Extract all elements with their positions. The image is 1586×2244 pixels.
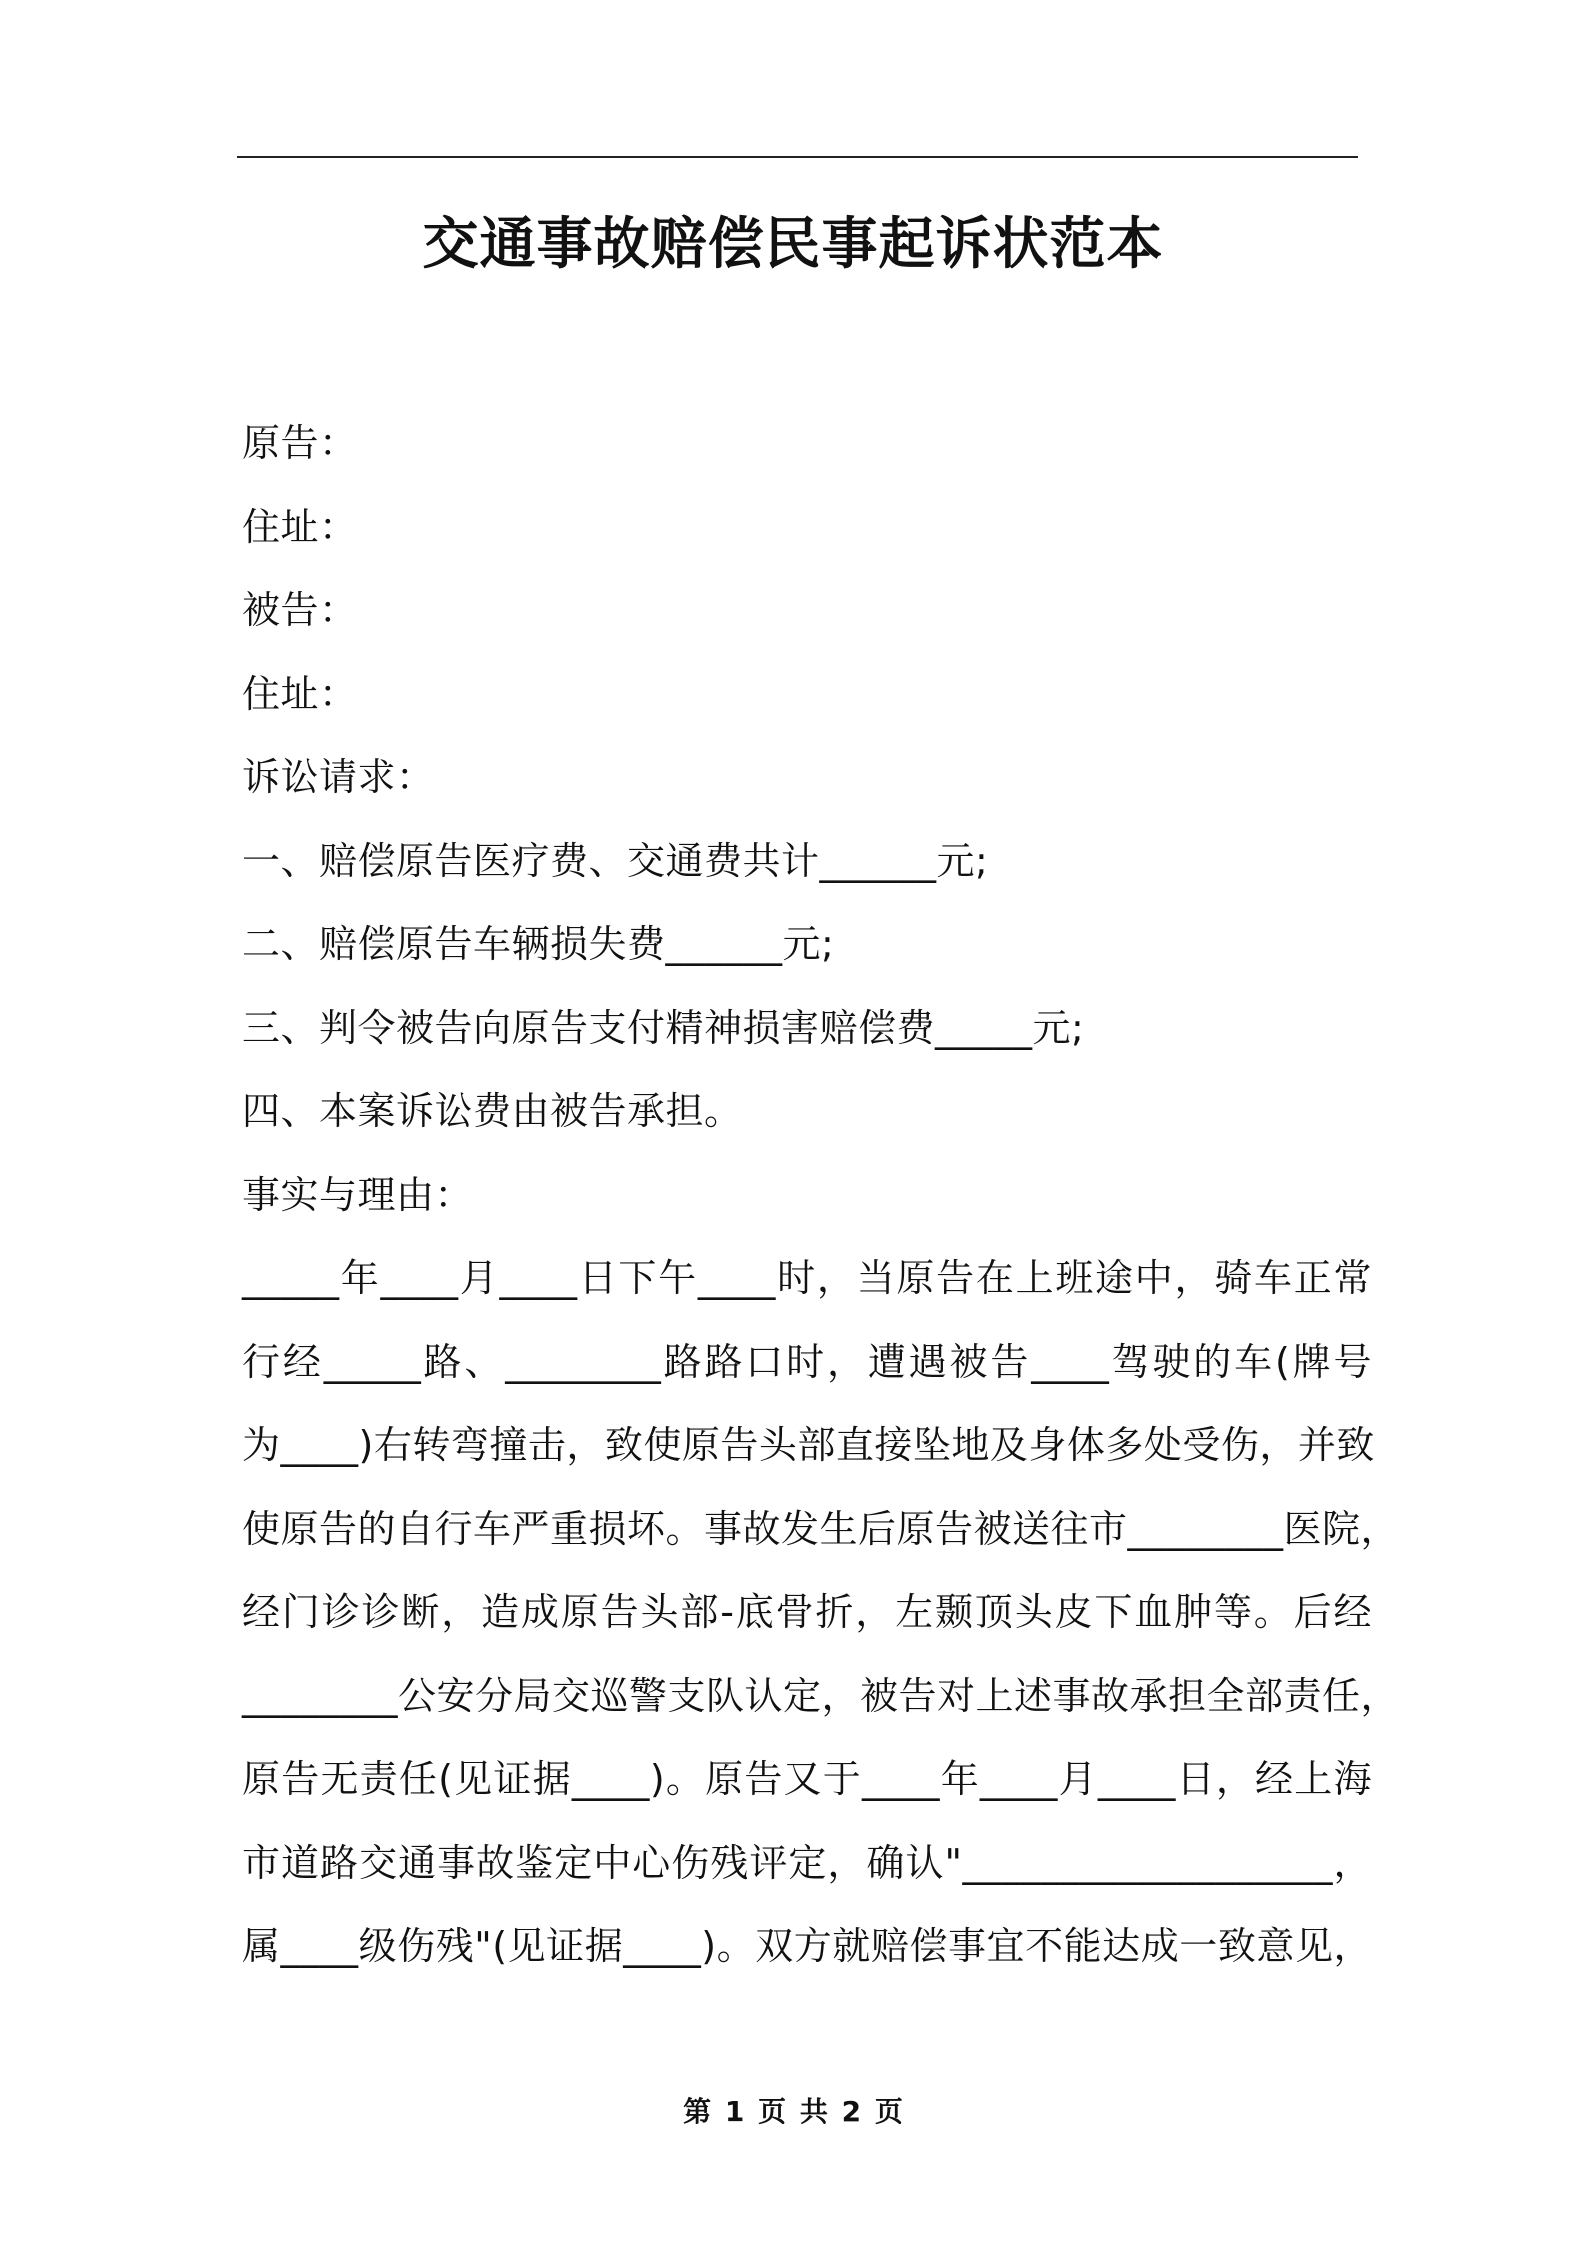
claims-heading: 诉讼请求： [242, 755, 435, 799]
claim-item-4: 四、本案诉讼费由被告承担。 [242, 1089, 743, 1133]
facts-paragraph-line: 行经_____路、________路路口时，遭遇被告____驾驶的车(牌号 [242, 1339, 1372, 1384]
claim-item-2: 二、赔偿原告车辆损失费______元; [242, 922, 835, 966]
defendant-line: 被告： [242, 588, 358, 632]
page-footer: 第 1 页 共 2 页 [683, 2095, 903, 2128]
plaintiff-address-line: 住址： [242, 504, 358, 549]
defendant-address-line: 住址： [242, 671, 358, 716]
facts-paragraph-line: ________公安分局交巡警支队认定，被告对上述事故承担全部责任， [242, 1673, 1400, 1718]
facts-paragraph-line: _____年____月____日下午____时，当原告在上班途中，骑车正常 [242, 1256, 1372, 1300]
document-body [242, 402, 1400, 1989]
facts-paragraph-line: 属____级伤残"(见证据____)。双方就赔偿事宜不能达成一致意见， [242, 1924, 1372, 1968]
claim-item-1: 一、赔偿原告医疗费、交通费共计______元; [242, 838, 989, 883]
facts-paragraph-line: 为____)右转弯撞击，致使原告头部直接坠地及身体多处受伤，并致 [242, 1423, 1375, 1467]
facts-heading: 事实与理由： [242, 1172, 474, 1217]
facts-paragraph-line: 市道路交通事故鉴定中心伤残评定，确认"___________________， [242, 1840, 1372, 1885]
header-rule [237, 156, 1358, 158]
facts-paragraph-line: 使原告的自行车严重损坏。事故发生后原告被送往市________医院， [242, 1506, 1400, 1551]
facts-paragraph-line: 经门诊诊断，造成原告头部-底骨折，左颞顶头皮下血肿等。后经 [242, 1590, 1372, 1634]
facts-paragraph-line: 原告无责任(见证据____)。原告又于____年____月____日，经上海 [242, 1757, 1372, 1801]
claim-item-3: 三、判令被告向原告支付精神损害赔偿费_____元; [242, 1005, 1085, 1050]
document-title: 交通事故赔偿民事起诉状范本 [422, 212, 1164, 277]
plaintiff-line: 原告： [242, 421, 358, 465]
